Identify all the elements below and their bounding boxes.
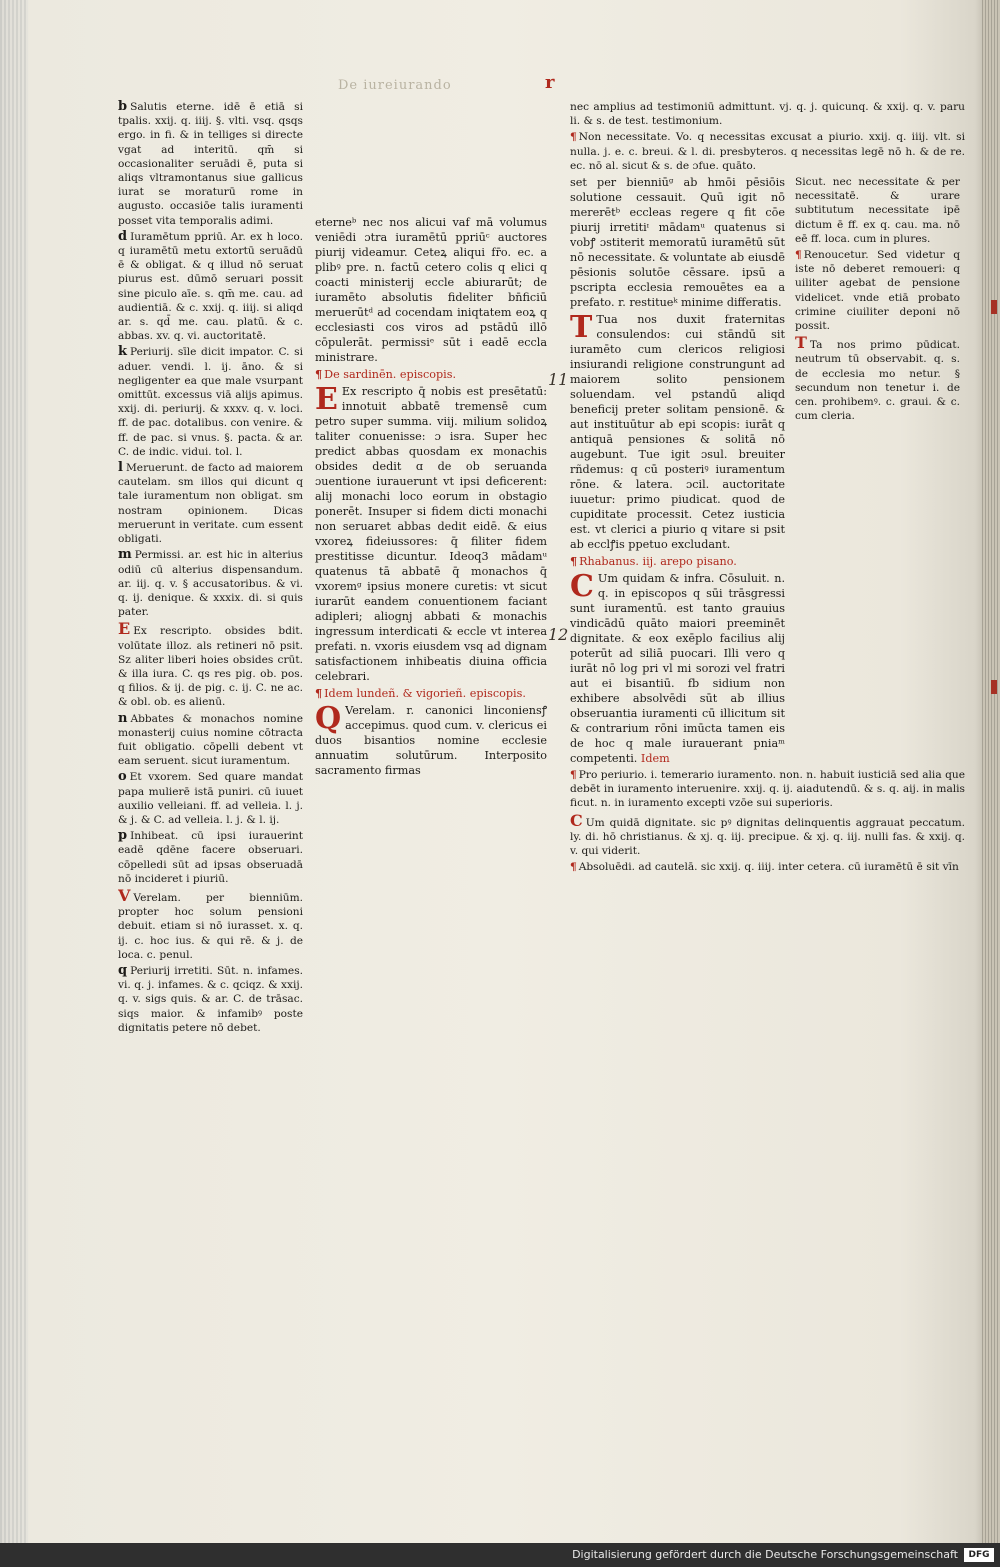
gloss-paragraph: l Meruerunt. de facto ad maiorem cautelam. sm illos qui dicunt q tale iuramentum non obligat. sm nostram opinionem. Dicas meruerunt in veritate. cum essent obligati. (118, 460, 303, 546)
text-paragraph: C Um quidam & infra. Cōsuluit. n. q. in episcopos q sūi trāsgressi sunt iuramentū. est tanto grauius vindicādū quāto maiori preeminēt dignitate. & eox exēplo facilius alij poterūt ad siliā puocari. Illi vero q iurāt nō log pri vl mi sorozi vel fratri aut ei bisantiū. fb sidium non exhibere absolvēdi sūt ab illius obseruantia iuramenti cū illicitum sit & contrarium rōni imūcta tamen eis de hoc q male iurauerant pniaᵐ competenti. Idem (570, 569, 785, 766)
gloss-paragraph: V Verelam. per bienniūm. propter hoc solum pensioni debuit. etiam si nō iurasset. x. q. ij. c. hoc ius. & qui rē. & j. de loca. c. penul. (118, 885, 303, 961)
gloss-marker: n (118, 710, 128, 726)
gloss-marker: b (118, 100, 128, 114)
gloss-paragraph: q Periurij irretiti. Sūt. n. infames. vi. q. j. infames. & c. qciqz. & xxij. q. v. sigs quis. & ar. C. de trāsac. siqs maior. & infamibꝰ poste dignitatis petere nō debet. (118, 962, 303, 1034)
footer-bar (0, 1543, 1000, 1567)
gloss-marker: m (118, 547, 132, 563)
gloss-paragraph: o Et vxorem. Sed quare mandat papa mulierē istā puniri. cū iuuet auxilio velleiani. ff. ad velleia. l. j. & j. & C. ad velleia. l. j. & l. ij. (118, 769, 303, 826)
gloss-marker: o (118, 769, 127, 785)
pilcrow-icon: ¶ (315, 367, 323, 381)
rubric-heading: ¶ De sardinēn. episcopis. (315, 367, 457, 381)
running-head: De iureiurando (338, 78, 452, 93)
red-initial: E (315, 382, 338, 417)
margin-note: 12 (548, 625, 569, 644)
gloss-column-left (118, 100, 303, 1445)
folio-mark: r (545, 72, 555, 93)
pilcrow-icon: ¶ (795, 249, 802, 262)
red-edge-mark (991, 300, 997, 314)
gloss-marker: l (118, 460, 123, 476)
red-initial: T (570, 310, 593, 346)
gloss-marker: p (118, 828, 128, 844)
gloss-paragraph: b Salutis eterne. idē ē etiā si tpalis. xxij. q. iiij. §. vlti. vsq. qsqs ergo. in fi. & in telliges si directe vgat ad interitū. qm̄ si occasionaliter seruādi ē, puta si aliqs vltramontanus siue gallicus iurat se moraturū rome in augusto. occasiōe talis iuramenti posset vita temporalis adimi. (118, 100, 303, 227)
red-initial: T (795, 333, 807, 353)
text-paragraph: set per bienniūᵍ ab hmōi pēsiōis solutione cessauit. Quū igit nō mererētᵇ eccleas regere q fit cōe piurij irretitiᶦ mādamᵘ quatenus si vobꝭ ɔstiterit memoratū iuramētū sūt nō necessitate. & voluntate ab eiusdē pēsionis solutōe cēssare. ipsū a pscripta ecclesia remouētes ea a prefato. r. restitueᵏ minime differatis. (570, 176, 785, 310)
gloss-paragraph: Sicut. nec necessitate & per necessitatē. & urare subtitutum necessitate ipē dictum ē ff. ex q. cau. ma. nō eē ff. loca. cum in plures. (795, 176, 960, 245)
pilcrow-icon: ¶ (570, 861, 577, 874)
pilcrow-icon: ¶ (315, 686, 323, 700)
gloss-marker: k (118, 344, 128, 360)
gloss-paragraph: ¶ Pro periurio. i. temerario iuramento. non. n. habuit iusticiā sed alia que debēt in iuramento interuenire. xxij. q. ij. aiadutendū. & s. q. aij. in malis ficut. n. in iuramento excepti vzōe sui superioris. (570, 769, 965, 810)
gloss-paragraph: ¶ Absoluēdi. ad cautelā. sic xxij. q. iiij. inter cetera. cū iuramētū ē sit vīn (570, 861, 959, 874)
margin-note: 11 (548, 370, 569, 389)
red-initial: C (570, 569, 594, 605)
text-paragraph: Q Verelam. r. canonici linconiensꝭ accepimus. quod cum. v. clericus ei duos bisantios nomine ecclesie annuatim solutūrum. Interposito sacramento firmas (315, 701, 547, 777)
gloss-paragraph: ¶ Renoucetur. Sed videtur q iste nō deberet remoueri: q uiliter agebat de pensione videlicet. vnde etiā probato crimine ciuiliter deponi nō possit. (795, 249, 960, 333)
gloss-paragraph: E Ex rescripto. obsides bdit. volūtate illoz. als retineri nō psit. Sz aliter liberi hoies obsides crūt. & illa iura. C. qs res pig. ob. pos. q filios. & ij. de pig. c. ij. C. ne ac. & obl. ob. es alienū. (118, 619, 303, 709)
page-edge (982, 0, 1000, 1543)
gloss-marker: q (118, 962, 128, 978)
footer-text: Digitalisierung gefördert durch die Deutsche Forschungsgemeinschaft (572, 1548, 958, 1561)
red-initial: Q (315, 701, 342, 736)
gloss-paragraph: ¶ Non necessitate. Vo. q necessitas excusat a piurio. xxij. q. iiij. vlt. si nulla. j. e. c. breui. & l. di. presbyteros. q necessitas legē nō h. & de re. ec. nō al. sicut & s. de ɔfue. quāto. (570, 131, 965, 172)
pilcrow-icon: ¶ (570, 554, 578, 569)
rubric-heading: ¶ Rhabanus. iij. arepo pisano. (570, 554, 737, 569)
side-gloss (795, 175, 960, 768)
gloss-marker: d (118, 228, 128, 244)
gloss-paragraph: m Permissi. ar. est hic in alterius odiū cū alterius dispensandum. ar. iij. q. v. § accusatoribus. & vi. q. ij. denique. & xxxix. di. si quis pater. (118, 547, 303, 619)
dfg-logo: DFG (964, 1548, 994, 1562)
red-initial: V (118, 885, 131, 905)
red-initial: E (118, 619, 131, 639)
gloss-paragraph: C Um quidā dignitate. sic pꝰ dignitas delinquentis aggrauat peccatum. ly. di. hō christianus. & xj. q. iij. precipue. & xj. q. iij. nulli fas. & xxij. q. v. qui viderit. (570, 810, 965, 858)
rubric-heading: ¶ Idem lundeñ. & vigorieñ. episcopis. (315, 686, 526, 700)
text-paragraph: T Tua nos duxit fraternitas consulendos: cui stāndū sit iuramēto cum clericos religiosi insiurandi religione construngunt ad maiorem solito pensionem soluendam. vel pstandū aliqd beneficij preter solitam pensionē. & aut instituūtur ab epi scopis: iurāt q antiquā pensiones & solitā nō augebunt. Tue igit ɔsul. breuiter rñdemus: q cū posteriꝰ iuramentum rōne. & latera. ɔcil. auctoritate iuuetur: primo piudicat. quod de cupiditate processit. Cetez iusticia est. vt clerici a piurio q vitare si psit ab ecclꝭis ppetuo excludant. (570, 310, 785, 552)
gloss-paragraph: nec amplius ad testimoniū admittunt. vj. q. j. quicunq. & xxij. q. v. paru li. & s. de test. testimonium. (570, 101, 965, 128)
main-text-column-middle (315, 215, 547, 815)
gloss-column-right (570, 100, 965, 1430)
text-and-gloss-block (570, 175, 965, 768)
red-edge-mark (991, 680, 997, 694)
pilcrow-icon: ¶ (570, 769, 577, 782)
text-paragraph: eterneᵇ nec nos alicui vaf mā volumus veniēdi ɔtra iuramētū ppriūᶜ auctores piurij videamur. Ceteꝝ aliqui fr̄o. ec. a plibꝰ pre. n. factū cetero colis q elici q coacti ministerij eccle abiurarūt; de iuramēto absolutis fideliter bn̄ficiū meruerūtᵈ ad cocendam iniqtatem eoꝝ q ecclesiasti cos viros ad pstādū illō cōpulerāt. permissiᵉ sūt i eadē eccla ministrare. (315, 216, 547, 364)
gloss-paragraph: n Abbates & monachos nomine monasterij cuius nomine cōtracta fuit obligatio. cōpelli debent vt eam seruent. sicut iuramentum. (118, 710, 303, 768)
gloss-paragraph: k Periurij. sīle dicit impator. C. si aduer. vendi. l. ij. āno. & si negligenter ea que male vsurpant omittūt. excessus viā alijs apimus. xxij. di. periurij. & xxxv. q. v. loci. ff. de pac. dotalibus. con venire. & ff. de pac. si vnus. §. pacta. & ar. C. de indic. vidui. tol. l. (118, 344, 303, 458)
binding-gutter (0, 0, 28, 1543)
text-paragraph: E Ex rescripto q̄ nobis est presētatū: innotuit abbatē tremensē cum petro super summa. viij. milium solidoꝝ taliter conuenisse: ɔ isra. Super hec predict abbas quosdam ex monachis obsides dedit ɑ de ob seruanda ɔuentione iurauerunt vt ipsi deficerent: alij monachi loco eorum in obstagio ponerēt. Insuper si fidem dicti monachi non seruaret abbas dedit eidē. & eius vxoreꝝ fideiussores: q̄ filiter fidem prestitisse dicuntur. Ideoq3 mādamᵘ quatenus tā abbatē q̄ monachos q̄ vxoremᵍ ipsius monere curetis: vt sicut iurarūt eandem conuentionem faciant adipleri; aliognj abbati & monachis ingressum interdicati & eccle vt interea prefati. n. vxoris eiusdem vsq ad dignam satisfactionem inhibeatis diuina officia celebrari. (315, 382, 547, 683)
main-text-column-right (570, 175, 785, 768)
gloss-paragraph: p Inhibeat. cū ipsi iurauerint eadē qdēne facere obseruari. cōpelledi sūt ad ipsas obseruadā nō incideret i piuriū. (118, 828, 303, 885)
gloss-paragraph: d Iuramētum ppriū. Ar. ex h loco. q iuramētū metu extortū seruādū ē & obligat. & q illud nō seruat piurus est. dūmō seruari possit sine piculo aīe. s. qm̄ me. cau. ad audientiā. & c. xxij. q. iiij. si aliqd ar. s. qd̄ me. cau. platū. & c. abbas. xv. q. vi. auctoritatē. (118, 228, 303, 343)
red-initial: C (570, 810, 583, 830)
pilcrow-icon: ¶ (570, 131, 577, 144)
gloss-paragraph: T Ta nos primo pūdicat. neutrum tū observabit. q. s. de ecclesia mo netur. § secundum non tenetur i. de cen. prohibemꝰ. c. graui. & c. cum cleria. (795, 333, 960, 423)
